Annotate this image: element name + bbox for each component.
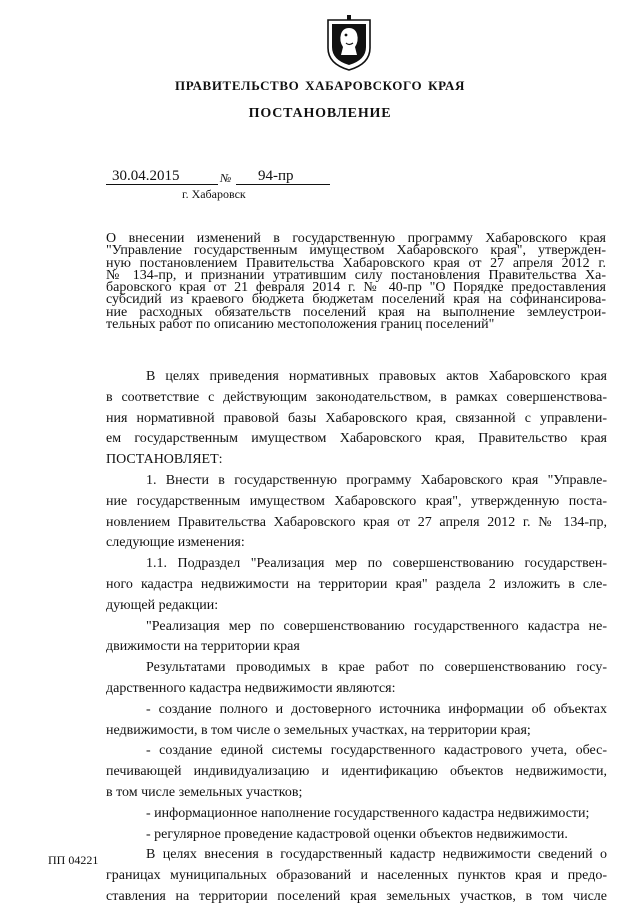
number-underline bbox=[236, 184, 330, 185]
subject-line: О внесении изменений в государственную программу Хабаровского края bbox=[106, 231, 606, 246]
coat-of-arms-icon bbox=[326, 14, 372, 72]
body-line: движимости на территории края bbox=[106, 639, 300, 655]
number-sign: № bbox=[220, 171, 232, 185]
body-line: в том числе земельных участков; bbox=[106, 784, 303, 800]
body-line: Результатами проводимых в крае работ по совершенствованию госу- bbox=[146, 660, 607, 676]
body-line: В целях приведения нормативных правовых актов Хабаровского края bbox=[146, 369, 607, 384]
body-line: ния нормативной правовой базы Хабаровского края, связанной с управлени- bbox=[106, 410, 607, 426]
government-title: ПРАВИТЕЛЬСТВО ХАБАРОВСКОГО КРАЯ bbox=[174, 78, 465, 93]
body-line: ного кадастра недвижимости на территории края" раздела 2 изложить в сле- bbox=[106, 576, 607, 592]
body-line: ставления на территории поселений края земельных участков, в том числе bbox=[106, 888, 607, 904]
subject-line: ную постановлением Правительства Хабаровского края от 27 апреля 2012 г. bbox=[106, 255, 606, 271]
body-line: печивающей индивидуализацию и идентификацию объектов недвижимости, bbox=[106, 764, 607, 780]
document-number: 94-пр bbox=[258, 168, 294, 184]
date-underline bbox=[106, 184, 218, 185]
document-type-title: ПОСТАНОВЛЕНИЕ bbox=[248, 106, 392, 121]
body-line: - регулярное проведение кадастровой оценки объектов недвижимости. bbox=[146, 826, 568, 842]
subject-line: субсидий из краевого бюджета бюджетам поселений края на софинансирова- bbox=[106, 292, 606, 308]
subject-line: "Управление государственным имуществом Хабаровского края", утвержден- bbox=[106, 243, 606, 259]
body-line: следующие изменения: bbox=[106, 535, 245, 551]
body-line: - создание единой системы государственного кадастрового учета, обес- bbox=[146, 743, 607, 759]
body-line: В целях внесения в государственный кадастр недвижимости сведений о bbox=[146, 847, 607, 863]
document-date: 30.04.2015 bbox=[112, 168, 180, 184]
document-place: г. Хабаровск bbox=[182, 187, 246, 201]
body-line: дующей редакции: bbox=[106, 597, 219, 613]
body-line: - создание полного и достоверного источника информации об объектах bbox=[146, 701, 607, 717]
body-line: новлением Правительства Хабаровского края от 27 апреля 2012 г. № 134-пр, bbox=[106, 514, 607, 530]
body-line: - информационное наполнение государственного кадастра недвижимости; bbox=[146, 805, 590, 821]
subject-line: баровского края от 21 февраля 2014 г. № 40-пр "О Порядке предоставления bbox=[106, 280, 606, 296]
document-subject bbox=[106, 233, 606, 331]
body-line: ем государственным имуществом Хабаровского края, Правительство края bbox=[106, 431, 607, 447]
document-body bbox=[106, 367, 607, 908]
body-line: границах муниципальных образований и населенных пунктов края и предо- bbox=[106, 868, 607, 884]
subject-line: № 134-пр, и признании утратившим силу постановления Правительства Ха- bbox=[106, 267, 606, 283]
body-line: 1. Внести в государственную программу Хабаровского края "Управле- bbox=[146, 472, 607, 488]
body-line: 1.1. Подраздел "Реализация мер по совершенствованию государствен- bbox=[146, 556, 607, 572]
footer-document-code: ПП 04221 bbox=[48, 853, 99, 867]
body-line: дарственного кадастра недвижимости являются: bbox=[106, 680, 396, 696]
body-line: в соответствие с действующим законодательством, в рамках совершенствова- bbox=[106, 389, 607, 405]
body-line: "Реализация мер по совершенствованию государственного кадастра не- bbox=[146, 618, 607, 634]
subject-line: ние расходных обязательств поселений края на выполнение землеустрои- bbox=[106, 304, 606, 320]
body-line: ние государственным имуществом Хабаровского края", утвержденную поста- bbox=[106, 493, 607, 509]
subject-line: тельных работ по описанию местоположения границ поселений" bbox=[106, 317, 495, 333]
body-line: недвижимости, в том числе о земельных участках, на территории края; bbox=[106, 722, 531, 738]
body-line: ПОСТАНОВЛЯЕТ: bbox=[106, 452, 223, 468]
